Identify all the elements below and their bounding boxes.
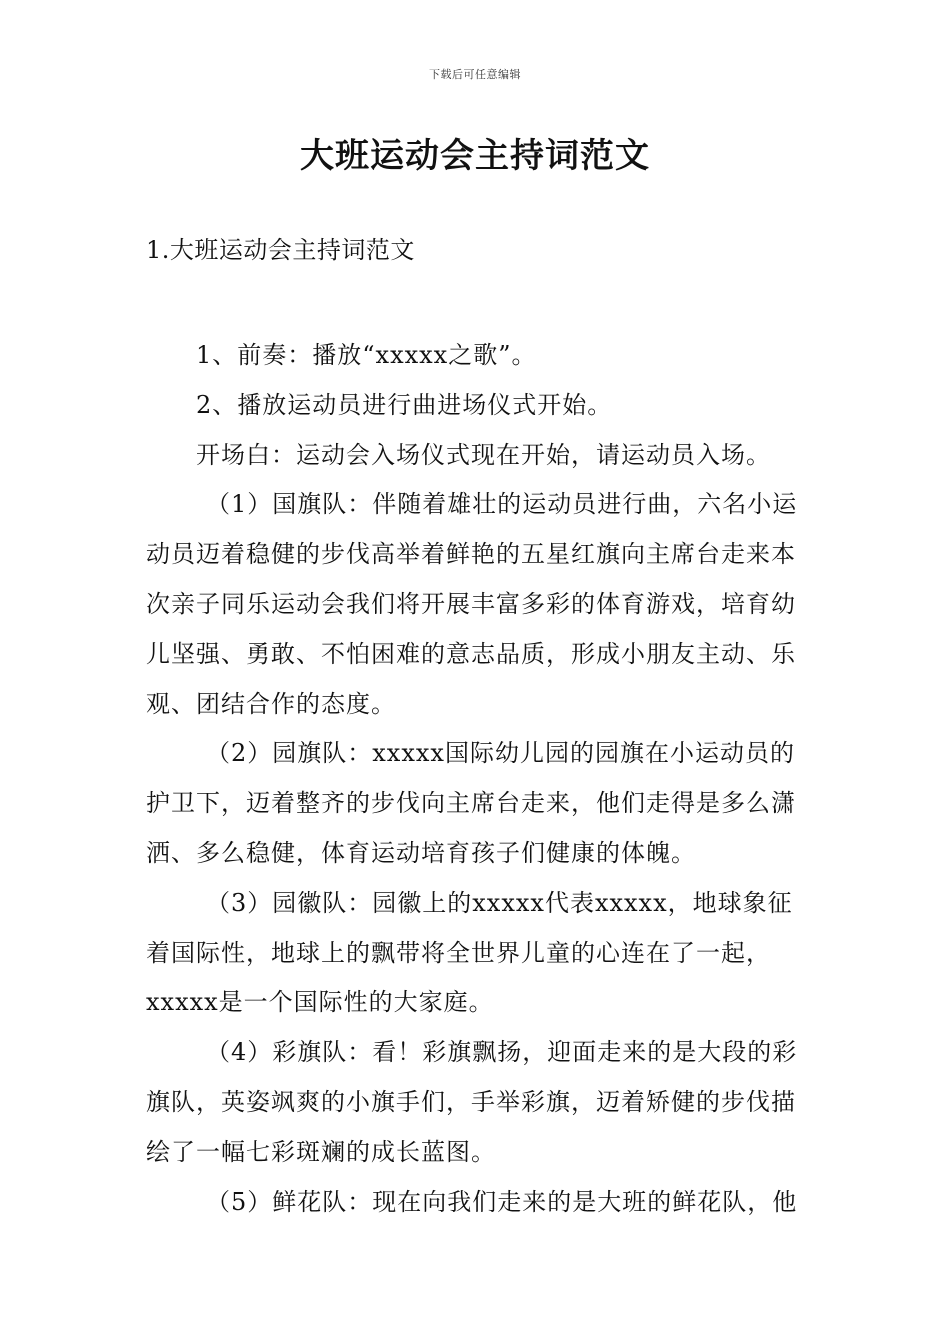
header-note: 下载后可任意编辑 [429,68,521,81]
paragraph-flower-team: （5）鲜花队：现在向我们走来的是大班的鲜花队，他 [206,1187,798,1216]
paragraph-school-flag-team: （2）园旗队：xxxxx国际幼儿园的园旗在小运动员的护卫下，迈着整齐的步伐向主席台走来，他们走得是多么潇洒、多么稳健，体育运动培育孩子们健康的体魄。 [146,739,796,867]
paragraph-march: 2、播放运动员进行曲进场仪式开始。 [196,390,613,419]
page-title: 大班运动会主持词范文 [300,136,650,176]
paragraph-opening: 开场白：运动会入场仪式现在开始，请运动员入场。 [196,440,771,469]
document-body [146,331,816,1227]
paragraph-national-flag-team: （1）国旗队：伴随着雄壮的运动员进行曲，六名小运动员迈着稳健的步伐高举着鲜艳的五星红旗向主席台走来本次亲子同乐运动会我们将开展丰富多彩的体育游戏，培育幼儿坚强、勇敢、不怕困难的意志品质，形成小朋友主动、乐观、团结合作的态度。 [146,490,798,718]
paragraph-school-emblem-team: （3）园徽队：园徽上的xxxxx代表xxxxx，地球象征着国际性，地球上的飘带将全世界儿童的心连在了一起，xxxxx是一个国际性的大家庭。 [146,888,793,1017]
paragraph-prelude: 1、前奏：播放“xxxxx之歌”。 [196,341,537,369]
section-heading: 1.大班运动会主持词范文 [146,236,415,264]
paragraph-color-flag-team: （4）彩旗队：看！彩旗飘扬，迎面走来的是大段的彩旗队，英姿飒爽的小旗手们，手举彩旗，迈着矫健的步伐描绘了一幅七彩斑斓的成长蓝图。 [146,1038,798,1166]
